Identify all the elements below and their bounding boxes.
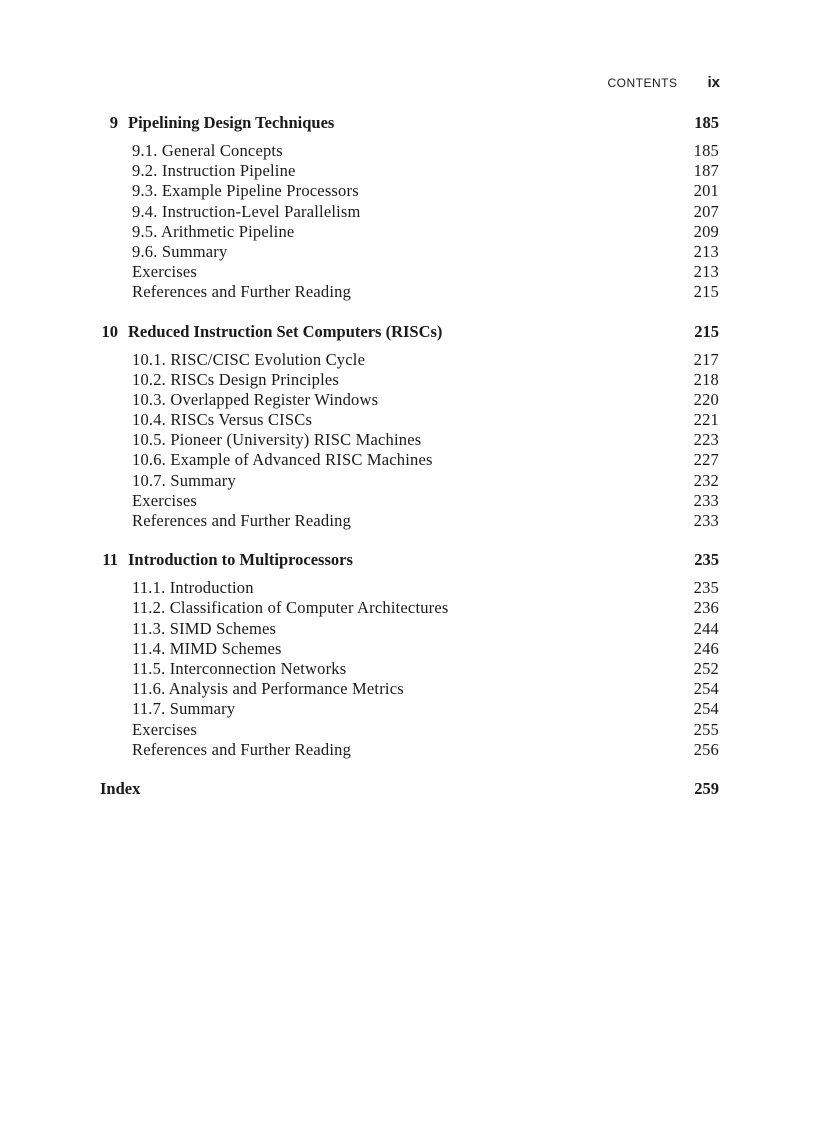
entry-page: 256 [693, 739, 719, 759]
toc-entry[interactable] [0, 639, 816, 659]
toc-entry[interactable] [0, 471, 816, 491]
entry-title: 10.7. Summary [132, 470, 236, 490]
entry-title: 10.6. Example of Advanced RISC Machines [132, 450, 433, 470]
toc-entry[interactable] [0, 598, 816, 618]
toc-entry[interactable] [0, 350, 816, 370]
entry-page: 244 [693, 618, 719, 638]
toc-entry[interactable] [0, 161, 816, 181]
entry-title: References and Further Reading [132, 282, 352, 302]
entry-page: 223 [693, 430, 719, 450]
toc-entry[interactable] [0, 619, 816, 639]
toc-entry[interactable] [0, 242, 816, 262]
chapter-title: Reduced Instruction Set Computers (RISCs) [128, 321, 443, 341]
toc-entry[interactable] [0, 699, 816, 719]
entry-title: 10.2. RISCs Design Principles [132, 369, 340, 389]
entry-title: 9.5. Arithmetic Pipeline [132, 221, 295, 241]
entry-title: 9.2. Instruction Pipeline [132, 161, 296, 181]
entry-title: 10.5. Pioneer (University) RISC Machines [132, 430, 422, 450]
toc-entry[interactable] [0, 390, 816, 410]
entry-page: 215 [693, 282, 719, 302]
toc-entry[interactable] [0, 141, 816, 161]
entry-page: 252 [693, 658, 719, 678]
toc-entry[interactable] [0, 202, 816, 222]
entry-page: 227 [693, 450, 719, 470]
entry-page: 232 [693, 470, 719, 490]
entry-title: Exercises [132, 262, 198, 282]
entry-title: 9.1. General Concepts [132, 141, 283, 160]
entry-page: 255 [693, 719, 719, 739]
running-head [520, 75, 720, 91]
entry-page: 187 [693, 161, 719, 181]
toc-entry[interactable] [0, 679, 816, 699]
chapter-number: 10 [101, 321, 118, 341]
entry-title: References and Further Reading [132, 739, 352, 759]
chapter-11-heading[interactable] [0, 549, 816, 571]
toc-entry[interactable] [0, 511, 816, 531]
entry-title: 11.1. Introduction [132, 578, 254, 598]
toc-entry[interactable] [0, 282, 816, 302]
toc-entry[interactable] [0, 370, 816, 390]
toc-entry[interactable] [0, 578, 816, 598]
entry-title: References and Further Reading [132, 511, 352, 530]
running-head-page-number: ix [707, 74, 720, 91]
entry-title: 9.6. Summary [132, 241, 228, 261]
toc-entry[interactable] [0, 222, 816, 242]
chapter-page: 235 [694, 550, 719, 570]
toc-entry[interactable] [0, 262, 816, 282]
entry-page: 201 [693, 181, 719, 201]
toc-entry[interactable] [0, 720, 816, 740]
entry-page: 213 [693, 262, 719, 282]
chapter-9-heading[interactable] [0, 112, 816, 134]
toc-entry[interactable] [0, 450, 816, 470]
entry-page: 218 [693, 369, 719, 389]
running-head-label: CONTENTS [607, 76, 678, 90]
entry-page: 233 [693, 511, 719, 530]
index-title: Index [100, 778, 141, 798]
entry-page: 207 [693, 201, 719, 221]
index-page: 259 [694, 778, 719, 798]
entry-page: 209 [693, 221, 719, 241]
entry-page: 235 [693, 578, 719, 598]
chapter-title: Pipelining Design Techniques [128, 113, 335, 132]
chapter-number: 9 [109, 113, 118, 132]
entry-page: 236 [693, 598, 719, 618]
entry-page: 254 [693, 679, 719, 699]
entry-title: 10.3. Overlapped Register Windows [132, 389, 379, 409]
entry-title: 9.3. Example Pipeline Processors [132, 181, 359, 201]
entry-title: 10.1. RISC/CISC Evolution Cycle [132, 349, 366, 369]
entry-title: Exercises [132, 490, 198, 510]
entry-title: 11.6. Analysis and Performance Metrics [132, 679, 404, 699]
entry-page: 220 [693, 389, 719, 409]
chapter-page: 215 [694, 321, 719, 341]
entry-title: Exercises [132, 719, 198, 739]
toc-entry[interactable] [0, 659, 816, 679]
table-of-contents [0, 112, 816, 807]
entry-page: 185 [693, 141, 719, 160]
toc-entry[interactable] [0, 740, 816, 760]
chapter-number: 11 [102, 550, 118, 570]
entry-title: 10.4. RISCs Versus CISCs [132, 410, 313, 430]
entry-page: 246 [693, 638, 719, 658]
chapter-10-heading[interactable] [0, 321, 816, 343]
chapter-page: 185 [694, 113, 719, 132]
entry-title: 11.5. Interconnection Networks [132, 658, 347, 678]
entry-page: 233 [693, 490, 719, 510]
toc-entry[interactable] [0, 491, 816, 511]
entry-page: 213 [693, 241, 719, 261]
entry-title: 11.4. MIMD Schemes [132, 638, 282, 658]
entry-page: 254 [693, 699, 719, 719]
entry-title: 11.2. Classification of Computer Architectures [132, 598, 449, 618]
toc-entry[interactable] [0, 410, 816, 430]
chapter-title: Introduction to Multiprocessors [128, 550, 353, 570]
toc-entry[interactable] [0, 181, 816, 201]
entry-page: 217 [693, 349, 719, 369]
toc-entry[interactable] [0, 430, 816, 450]
index-heading[interactable] [0, 778, 816, 800]
entry-title: 11.7. Summary [132, 699, 236, 719]
entry-title: 11.3. SIMD Schemes [132, 618, 277, 638]
entry-page: 221 [693, 410, 719, 430]
entry-title: 9.4. Instruction-Level Parallelism [132, 201, 361, 221]
